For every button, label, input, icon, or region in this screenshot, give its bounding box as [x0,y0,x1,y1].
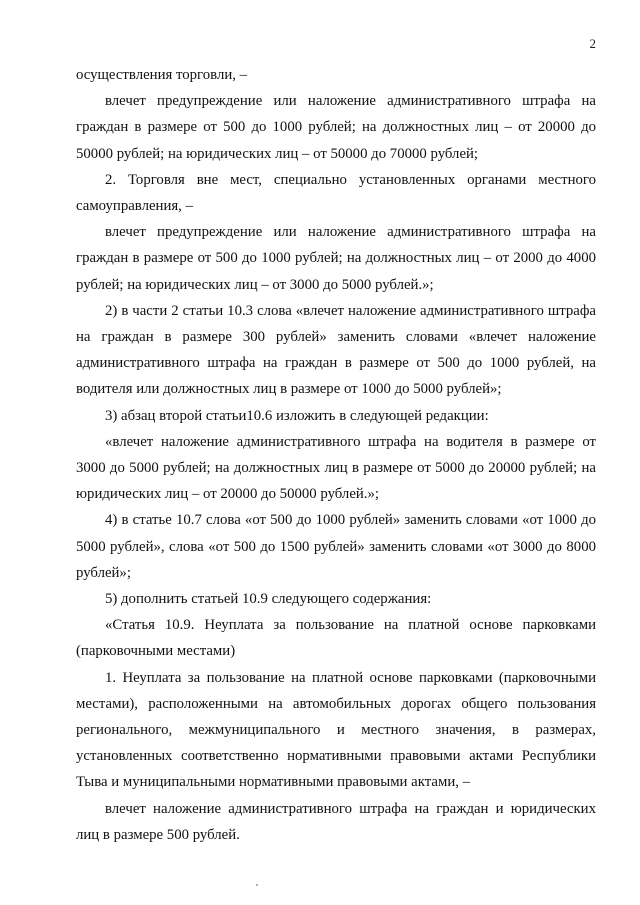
article-10-9-title: «Статья 10.9. Неуплата за пользование на платной основе парковками (парковочными местами) [76,617,596,660]
page-number: 2 [589,36,596,51]
paragraph-continuation: осуществления торговли, – [76,67,248,83]
paragraph-new-wording-10-6: «влечет наложение административного штрафа на водителя в размере от 3000 до 5000 рублей; на должностных лиц в размере от 5000 до 20000 рублей; на юридических лиц – от 20000 до 50000 рублей.»; [76,433,596,503]
paragraph-amendment-10-6: 3) абзац второй статьи10.6 изложить в следующей редакции: [105,407,489,424]
paragraph-amendment-10-7: 4) в статье 10.7 слова «от 500 до 1000 рублей» заменить словами «от 1000 до 5000 рублей», слова «от 500 до 1500 рублей» заменить словами «от 3000 до 8000 рублей»; [76,512,596,581]
article-10-9-penalty: влечет наложение административного штрафа на граждан и юридических лиц в размере 500 рублей. [76,800,596,843]
paragraph-penalty-trade: влечет предупреждение или наложение административного штрафа на граждан в размере от 500 до 1000 рублей; на должностных лиц – от 20000 до 50000 рублей; на юридических лиц – от 50000 до 70000 рублей; [76,93,596,162]
scan-artifact [256,884,258,886]
paragraph-trade-outside-places: 2. Торговля вне мест, специально установленных органами местного самоуправления, – [76,171,596,215]
paragraph-penalty-outside-places: влечет предупреждение или наложение административного штрафа на граждан в размере от 500 до 1000 рублей; на должностных лиц – от 2000 до 4000 рублей; на юридических лиц – от 3000 до 5000 рублей.»; [76,224,596,293]
article-10-9-part-1: 1. Неуплата за пользование на платной основе парковками (парковочными местами), расположенными на автомобильных дорогах общего пользования регионального, межмуниципального и местного значения, в размерах, установленных соответственно нормативными правовыми актами Республики Тыва и муниципальными нормативными правовыми актами, – [76,669,596,791]
paragraph-add-article-10-9: 5) дополнить статьей 10.9 следующего содержания: [105,591,432,608]
document-body [76,62,596,848]
paragraph-amendment-10-3: 2) в части 2 статьи 10.3 слова «влечет наложение административного штрафа на граждан в размере 300 рублей» заменить словами «влечет наложение административного штрафа на граждан в размере от 500 до 1000 рублей, на водителя или должностных лиц в размере от 1000 до 5000 рублей»; [76,302,596,398]
